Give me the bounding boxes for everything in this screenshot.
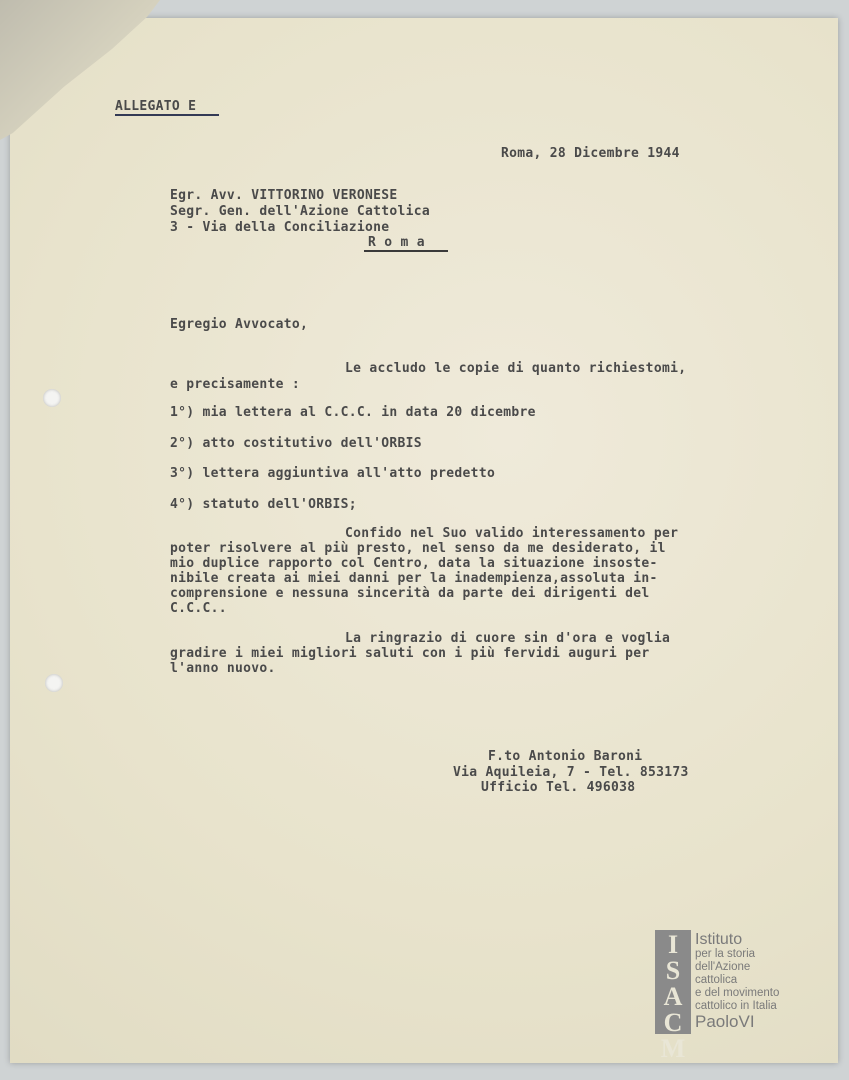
paragraph1-line1: Confido nel Suo valido interessamento per — [345, 526, 679, 541]
paragraph1-line6: C.C.C.. — [170, 601, 227, 616]
logo-letter: C — [663, 1008, 683, 1037]
logo-line: cattolico in Italia — [695, 1000, 777, 1012]
intro-line2: e precisamente : — [170, 377, 301, 392]
logo-line: per la storia — [695, 948, 756, 960]
salutation: Egregio Avvocato, — [170, 317, 309, 332]
city-underline — [364, 250, 448, 252]
logo-mark — [655, 930, 691, 1063]
logo-letter: S — [665, 956, 681, 985]
logo-line: PaoloVI — [695, 1012, 755, 1031]
recipient-line1: Egr. Avv. VITTORINO VERONESE — [170, 188, 398, 203]
signature-office: Ufficio Tel. 496038 — [481, 780, 636, 795]
letter-date: Roma, 28 Dicembre 1944 — [501, 146, 680, 161]
allegato-label: ALLEGATO E — [115, 99, 197, 114]
paragraph2-line1: La ringrazio di cuore sin d'ora e voglia — [345, 631, 671, 646]
list-item-1: 1°) mia lettera al C.C.C. in data 20 dicembre — [170, 405, 536, 420]
logo-line: dell'Azione cattolica — [695, 961, 751, 986]
paragraph1-line2: poter risolvere al più presto, nel senso da me desiderato, il — [170, 541, 666, 556]
recipient-line3: 3 - Via della Conciliazione — [170, 220, 390, 235]
allegato-underline — [115, 114, 219, 116]
list-item-4: 4°) statuto dell'ORBIS; — [170, 497, 357, 512]
paragraph2-line2: gradire i miei migliori saluti con i più fervidi auguri per — [170, 646, 650, 661]
paragraph1-line4: nibile creata ai miei danni per la inadempienza,assoluta in- — [170, 571, 658, 586]
signature-name: F.to Antonio Baroni — [488, 749, 643, 764]
logo-letter: M — [660, 1034, 686, 1063]
punch-hole-bottom — [45, 674, 63, 692]
signature-address: Via Aquileia, 7 - Tel. 853173 — [453, 765, 689, 780]
list-item-3: 3°) lettera aggiuntiva all'atto predetto — [170, 466, 496, 481]
paragraph1-line3: mio duplice rapporto col Centro, data la situazione insoste- — [170, 556, 658, 571]
isacem-logo — [655, 930, 795, 1063]
logo-text — [695, 932, 795, 1031]
intro-line1: Le accludo le copie di quanto richiestomi, — [345, 361, 687, 376]
logo-letter: A — [663, 982, 683, 1011]
recipient-city: R o m a — [368, 235, 425, 250]
recipient-line2: Segr. Gen. dell'Azione Cattolica — [170, 204, 431, 219]
punch-hole-top — [43, 389, 61, 407]
paragraph1-line5: comprensione e nessuna sincerità da parte dei dirigenti del — [170, 586, 650, 601]
logo-line: e del movimento — [695, 987, 780, 999]
paragraph2-line3: l'anno nuovo. — [170, 661, 276, 676]
list-item-2: 2°) atto costitutivo dell'ORBIS — [170, 436, 422, 451]
logo-letter: I — [667, 930, 679, 959]
logo-line: Istituto — [695, 931, 743, 948]
